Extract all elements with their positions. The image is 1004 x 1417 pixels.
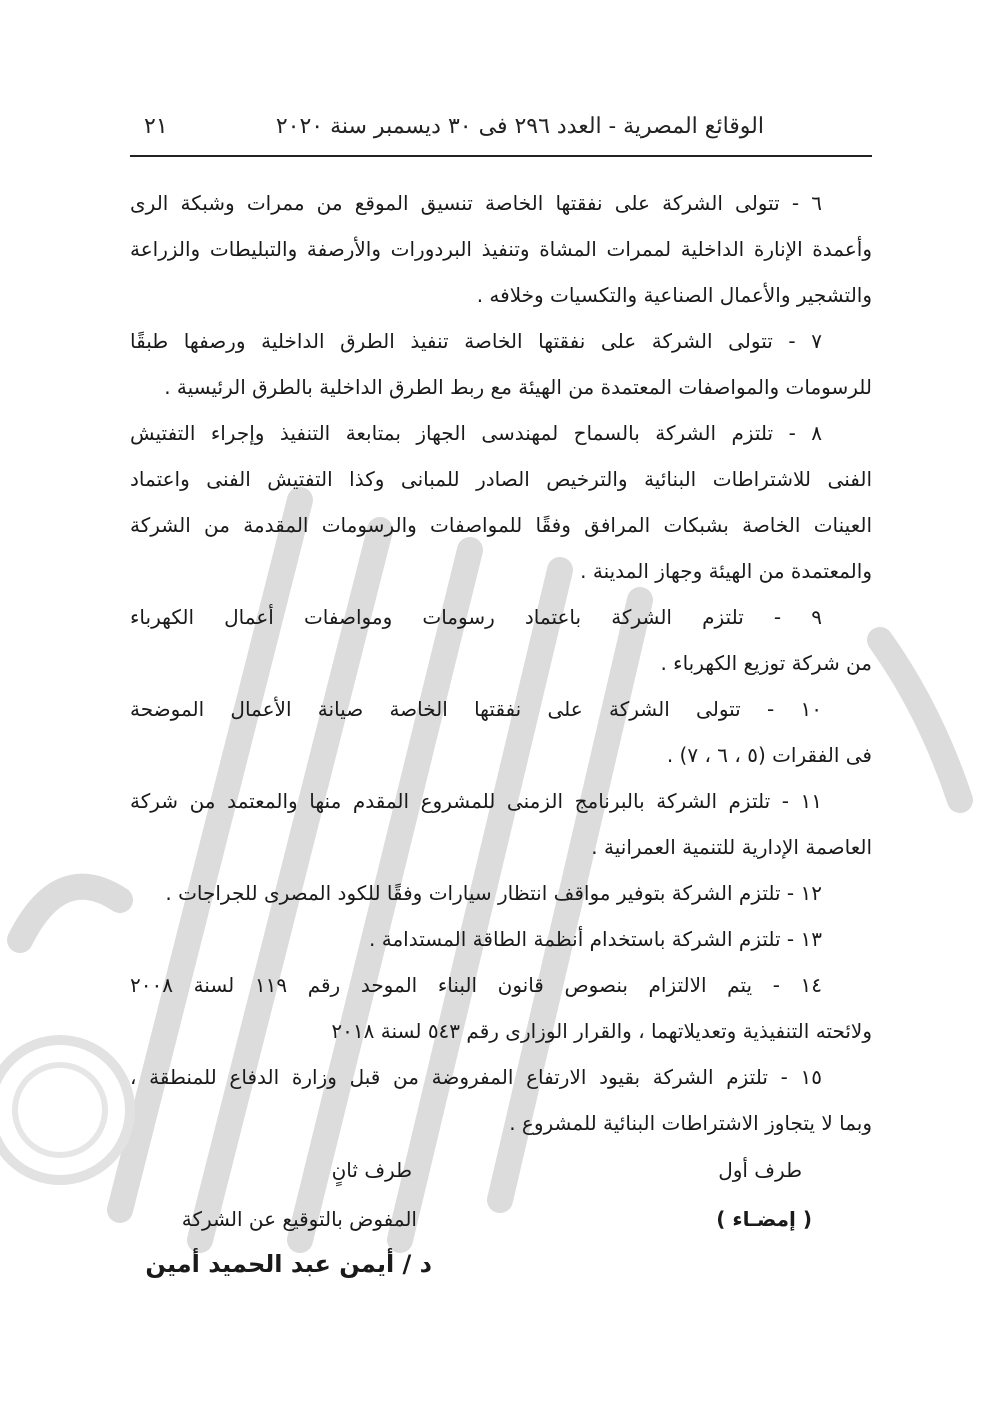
- text-line: العينات الخاصة بشبكات المرافق وفقًا للمواصفات والرسومات المقدمة من الشركة: [130, 513, 872, 537]
- document-body: [130, 180, 872, 1146]
- clause-15: [130, 1054, 872, 1146]
- clause-13: [130, 916, 872, 962]
- text-line: وبما لا يتجاوز الاشتراطات البنائية للمشروع .: [509, 1111, 872, 1135]
- text-line: ٩ - تلتزم الشركة باعتماد رسومات ومواصفات أعمال الكهرباء: [130, 605, 822, 629]
- text-line: ١٤ - يتم الالتزام بنصوص قانون البناء الموحد رقم ١١٩ لسنة ٢٠٠٨: [130, 973, 822, 997]
- first-party-signature: ( إمضـاء ): [716, 1207, 812, 1231]
- text-line: العاصمة الإدارية للتنمية العمرانية .: [591, 835, 872, 859]
- text-line: فى الفقرات (٥ ، ٦ ، ٧) .: [666, 743, 872, 767]
- second-party-label: طرف ثانٍ: [331, 1158, 412, 1182]
- text-line: ولائحته التنفيذية وتعديلاتهما ، والقرار الوزارى رقم ٥٤٣ لسنة ٢٠١٨: [331, 1019, 872, 1043]
- gazette-title: الوقائع المصرية - العدد ٢٩٦ فى ٣٠ ديسمبر سنة ٢٠٢٠: [275, 114, 764, 139]
- page-header: [130, 110, 872, 150]
- page-number: ٢١: [144, 114, 168, 139]
- text-line: ٧ - تتولى الشركة على نفقتها الخاصة تنفيذ الطرق الداخلية ورصفها طبقًا: [130, 329, 822, 353]
- text-line: ١١ - تلتزم الشركة بالبرنامج الزمنى للمشروع المقدم منها والمعتمد من شركة: [130, 789, 822, 813]
- text-line: ١٠ - تتولى الشركة على نفقتها الخاصة صيانة الأعمال الموضحة: [130, 697, 822, 721]
- text-line: ٦ - تتولى الشركة على نفقتها الخاصة تنسيق الموقع من ممرات وشبكة الرى: [130, 191, 822, 215]
- clause-14: [130, 962, 872, 1054]
- first-party-label: طرف أول: [718, 1158, 802, 1182]
- text-line: من شركة توزيع الكهرباء .: [660, 651, 872, 675]
- clause-7: [130, 318, 872, 410]
- clause-8: [130, 410, 872, 594]
- second-party-role: المفوض بالتوقيع عن الشركة: [181, 1207, 417, 1231]
- text-line: وأعمدة الإنارة الداخلية لممرات المشاة وتنفيذ البردورات والأرصفة والتبليطات والزراعة: [130, 237, 872, 261]
- header-divider: [130, 155, 872, 157]
- text-line: الفنى للاشتراطات البنائية والترخيص الصادر للمبانى وكذا التفتيش الفنى واعتماد: [130, 467, 872, 491]
- text-line: ١٣ - تلتزم الشركة باستخدام أنظمة الطاقة المستدامة .: [369, 927, 822, 951]
- clause-10: [130, 686, 872, 778]
- clause-6: [130, 180, 872, 318]
- text-line: ١٥ - تلتزم الشركة بقيود الارتفاع المفروضة من قبل وزارة الدفاع للمنطقة ،: [130, 1065, 822, 1089]
- clause-11: [130, 778, 872, 870]
- text-line: ٨ - تلتزم الشركة بالسماح لمهندسى الجهاز بمتابعة التنفيذ وإجراء التفتيش: [130, 421, 822, 445]
- clause-12: [130, 870, 872, 916]
- text-line: والتشجير والأعمال الصناعية والتكسيات وخلافه .: [476, 283, 872, 307]
- text-line: والمعتمدة من الهيئة وجهاز المدينة .: [580, 559, 872, 583]
- second-party-name: د / أيمن عبد الحميد أمين: [145, 1250, 432, 1278]
- clause-9: [130, 594, 872, 686]
- text-line: للرسومات والمواصفات المعتمدة من الهيئة مع ربط الطرق الداخلية بالطرق الرئيسية .: [164, 375, 872, 399]
- text-line: ١٢ - تلتزم الشركة بتوفير مواقف انتظار سيارات وفقًا للكود المصرى للجراجات .: [165, 881, 822, 905]
